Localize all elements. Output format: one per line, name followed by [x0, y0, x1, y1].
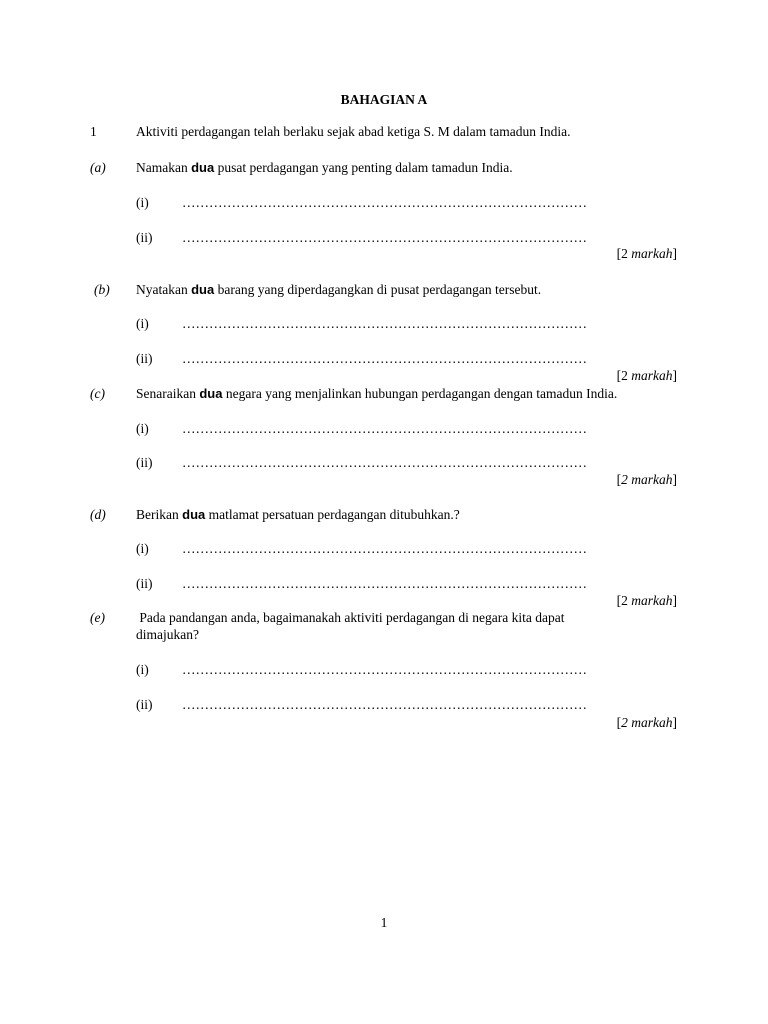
part-c-letter: (c) — [90, 386, 105, 401]
question-number: 1 — [90, 124, 97, 139]
marks-label: [2 markah] — [616, 368, 677, 383]
part-e-letter: (e) — [90, 610, 105, 625]
answer-label: (i) — [136, 662, 149, 677]
answer-label: (i) — [136, 316, 149, 331]
marks-label: [2 markah] — [616, 593, 677, 608]
answer-label: (ii) — [136, 455, 153, 470]
answer-label: (i) — [136, 541, 149, 556]
section-heading: BAHAGIAN A — [340, 92, 428, 107]
answer-label: (ii) — [136, 230, 153, 245]
part-c-prompt: Senaraikan dua negara yang menjalinkan hubungan perdagangan dengan tamadun India. — [136, 386, 618, 401]
answer-label: (ii) — [136, 351, 153, 366]
part-a-prompt: Namakan dua pusat perdagangan yang penting dalam tamadun India. — [136, 160, 513, 175]
part-d-prompt: Berikan dua matlamat persatuan perdagangan ditubuhkan.? — [136, 507, 460, 522]
part-e-prompt-line2: dimajukan? — [136, 627, 199, 642]
answer-line[interactable]: ……………………………………………………………………………… — [182, 541, 587, 556]
answer-line[interactable]: ……………………………………………………………………………… — [182, 697, 587, 712]
answer-line[interactable]: ……………………………………………………………………………… — [182, 421, 587, 436]
answer-line[interactable]: ……………………………………………………………………………… — [182, 576, 587, 591]
part-b-letter: (b) — [94, 282, 110, 297]
answer-label: (ii) — [136, 576, 153, 591]
marks-label: [2 markah] — [616, 472, 677, 487]
answer-label: (i) — [136, 195, 149, 210]
answer-line[interactable]: ……………………………………………………………………………… — [182, 230, 587, 245]
answer-label: (ii) — [136, 697, 153, 712]
part-e-prompt-line1: Pada pandangan anda, bagaimanakah aktiviti perdagangan di negara kita dapat — [136, 610, 565, 625]
answer-line[interactable]: ……………………………………………………………………………… — [182, 316, 587, 331]
marks-label: [2 markah] — [616, 246, 677, 261]
question-stem: Aktiviti perdagangan telah berlaku sejak abad ketiga S. M dalam tamadun India. — [136, 124, 571, 139]
marks-label: [2 markah] — [616, 715, 677, 730]
answer-line[interactable]: ……………………………………………………………………………… — [182, 195, 587, 210]
answer-line[interactable]: ……………………………………………………………………………… — [182, 662, 587, 677]
part-d-letter: (d) — [90, 507, 106, 522]
answer-label: (i) — [136, 421, 149, 436]
answer-line[interactable]: ……………………………………………………………………………… — [182, 455, 587, 470]
page-number: 1 — [380, 915, 388, 930]
part-a-letter: (a) — [90, 160, 106, 175]
answer-line[interactable]: ……………………………………………………………………………… — [182, 351, 587, 366]
part-b-prompt: Nyatakan dua barang yang diperdagangkan di pusat perdagangan tersebut. — [136, 282, 542, 297]
